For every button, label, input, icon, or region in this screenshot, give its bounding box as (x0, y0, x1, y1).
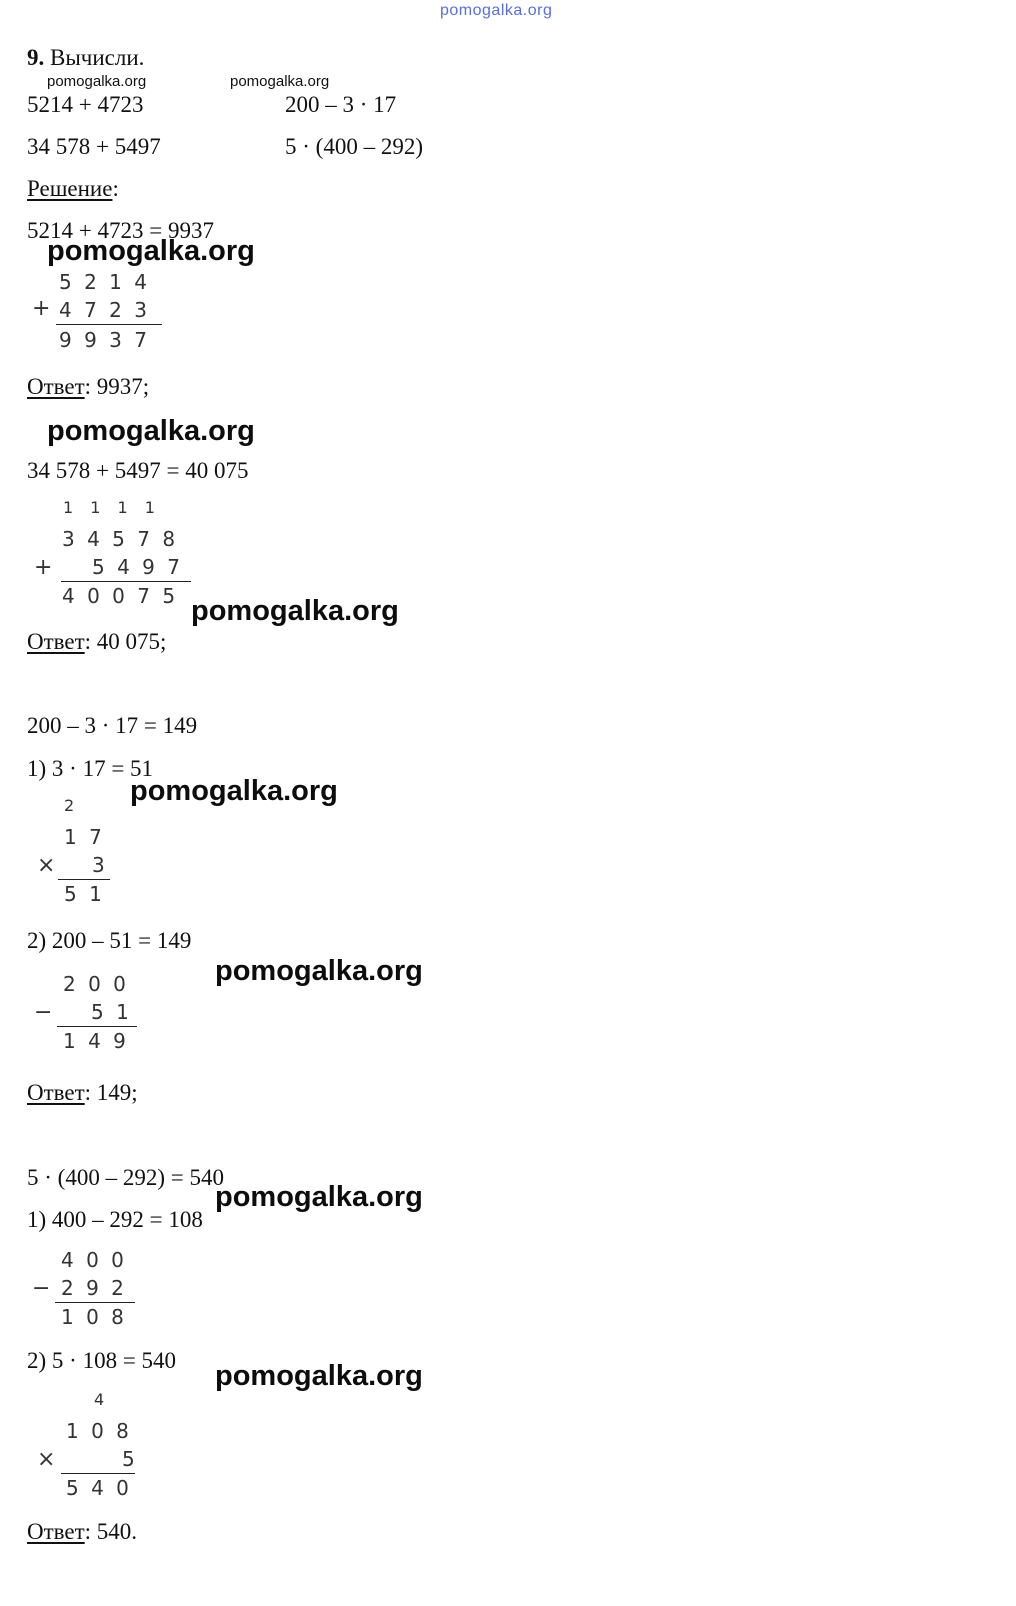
carry-digits-2: 1 1 1 1 (63, 498, 161, 517)
expression-2: 200 – 3 · 17 (285, 92, 397, 117)
task-title: Вычисли. (50, 45, 145, 70)
equation-1: 5214 + 4723 = 9937 (27, 218, 214, 243)
equation-4: 5 · (400 – 292) = 540 (27, 1165, 224, 1190)
multiplicand-1: 1 7 (64, 825, 105, 849)
carry-digit-4: 4 (94, 1390, 108, 1409)
step-3-2: 2) 200 – 51 = 149 (27, 928, 192, 953)
answer-1: Ответ: 9937; (27, 374, 150, 399)
minuend-2: 4 0 0 (61, 1248, 127, 1272)
product-result-1: 5 1 (64, 882, 105, 906)
product-line-1 (58, 879, 110, 880)
addend-row-4: 5 4 9 7 (92, 555, 183, 579)
carry-digit-3: 2 (64, 796, 78, 815)
multiplier-2: 5 (122, 1447, 138, 1471)
watermark-big-4: pomogalka.org (130, 775, 338, 807)
task-heading (27, 46, 144, 69)
watermark-big-2: pomogalka.org (47, 415, 255, 447)
difference-line-1 (57, 1026, 137, 1027)
addend-row-2: 4 7 2 3 (59, 298, 150, 322)
sum-result-1: 9 9 3 7 (59, 328, 150, 352)
answer-4: Ответ: 540. (27, 1519, 138, 1544)
difference-result-2: 1 0 8 (61, 1305, 127, 1329)
sum-line-1 (56, 324, 162, 325)
watermark-small-1: pomogalka.org (47, 73, 147, 90)
watermark-small-2: pomogalka.org (230, 73, 330, 90)
watermark-big-3: pomogalka.org (191, 595, 399, 627)
minuend-1: 2 0 0 (63, 972, 129, 996)
sum-result-2: 4 0 0 7 5 (62, 584, 179, 608)
addend-row-3: 3 4 5 7 8 (62, 527, 179, 551)
addend-row-1: 5 2 1 4 (59, 270, 150, 294)
product-result-2: 5 4 0 (66, 1476, 132, 1500)
watermark-big-5: pomogalka.org (215, 955, 423, 987)
subtrahend-2: 2 9 2 (61, 1276, 127, 1300)
answer-3: Ответ: 149; (27, 1080, 138, 1105)
watermark-big-1: pomogalka.org (47, 235, 255, 267)
multiplier-1: 3 (92, 853, 108, 877)
minus-sign-1: − (34, 1000, 53, 1025)
difference-result-1: 1 4 9 (63, 1029, 129, 1053)
multiplicand-2: 1 0 8 (66, 1419, 132, 1443)
product-line-2 (61, 1473, 135, 1474)
step-3-1: 1) 3 · 17 = 51 (27, 756, 154, 781)
expression-1: 5214 + 4723 (27, 92, 144, 117)
subtrahend-1: 5 1 (91, 1000, 132, 1024)
equation-3: 200 – 3 · 17 = 149 (27, 713, 198, 738)
task-number: 9. (27, 45, 45, 70)
plus-sign-1: + (32, 296, 51, 321)
watermark-top: pomogalka.org (440, 2, 553, 19)
minus-sign-2: − (32, 1276, 51, 1301)
watermark-big-6: pomogalka.org (215, 1181, 423, 1213)
difference-line-2 (55, 1302, 135, 1303)
step-4-2: 2) 5 · 108 = 540 (27, 1348, 177, 1373)
equation-2: 34 578 + 5497 = 40 075 (27, 458, 249, 483)
times-sign-2: × (37, 1447, 56, 1472)
watermark-big-7: pomogalka.org (215, 1360, 423, 1392)
expression-4: 5 · (400 – 292) (285, 134, 423, 159)
times-sign-1: × (37, 853, 56, 878)
sum-line-2 (61, 581, 191, 582)
solution-label: Решение: (27, 176, 119, 201)
expression-3: 34 578 + 5497 (27, 134, 161, 159)
answer-2: Ответ: 40 075; (27, 629, 167, 654)
step-4-1: 1) 400 – 292 = 108 (27, 1207, 203, 1232)
plus-sign-2: + (34, 555, 53, 580)
